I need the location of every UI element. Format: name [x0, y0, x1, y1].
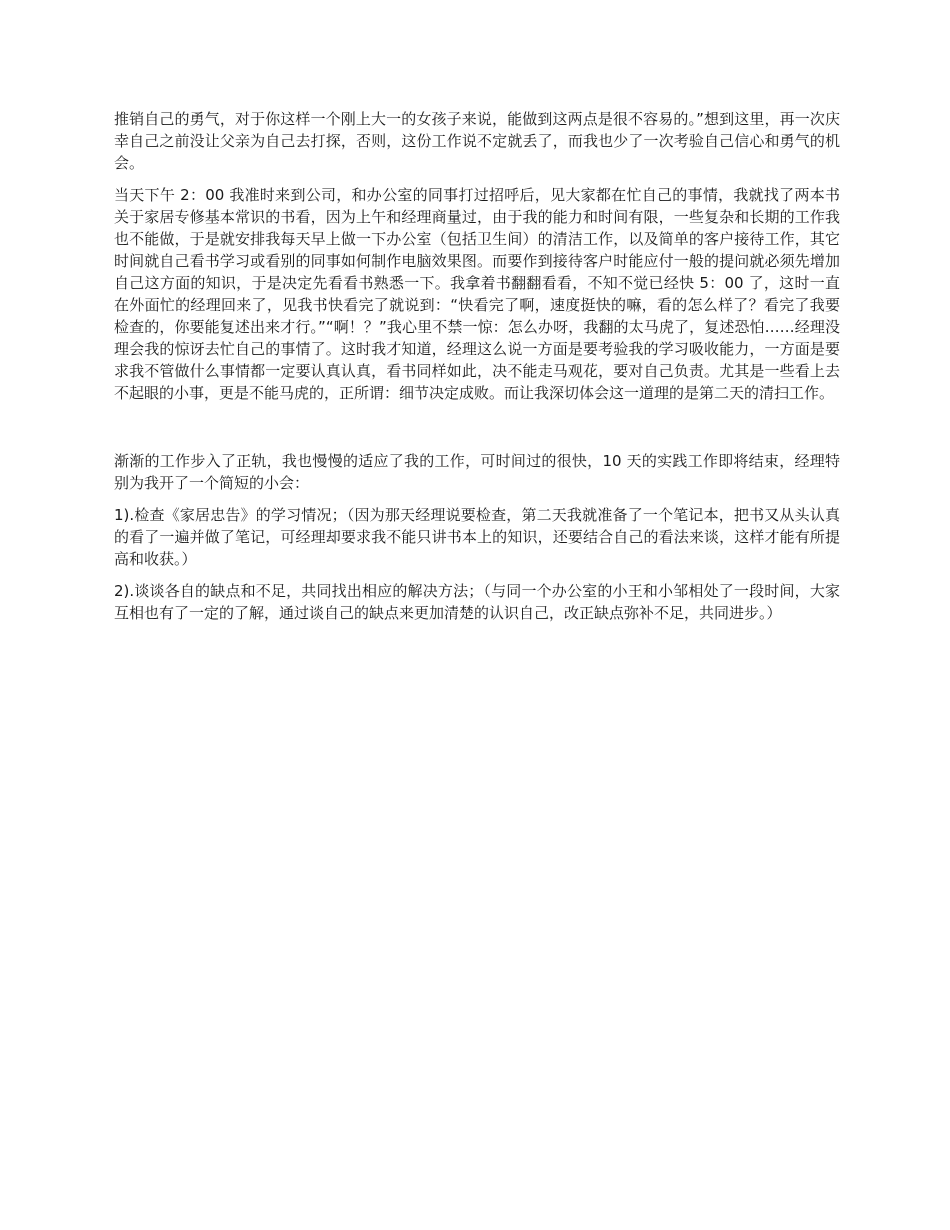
- paragraph-afternoon-work: 当天下午 2：00 我准时来到公司，和办公室的同事打过招呼后，见大家都在忙自己的事情，我就找了两本书关于家居专修基本常识的书看，因为上午和经理商量过，由于我的能力和时间有限，一些复杂和长期的工作我也不能做，于是就安排我每天早上做一下办公室（包括卫生间）的清洁工作，以及简单的客户接待工作，其它时间就自己看书学习或看别的同事如何制作电脑效果图。而要作到接待客户时能应付一般的提问就必须先增加自己这方面的知识，于是决定先看看书熟悉一下。我拿着书翻翻看看，不知不觉已经快 5：00 了，这时一直在外面忙的经理回来了，见我书快看完了就说到：“快看完了啊，速度挺快的嘛，看的怎么样了？看完了我要检查的，你要能复述出来才行。”“啊！？”我心里不禁一惊：怎么办呀，我翻的太马虎了，复述恐怕……经理没理会我的惊讶去忙自己的事情了。这时我才知道，经理这么说一方面是要考验我的学习吸收能力，一方面是要求我不管做什么事情都一定要认真认真，看书同样如此，决不能走马观花，要对自己负责。尤其是一些看上去不起眼的小事，更是不能马虎的，正所谓：细节决定成败。而让我深切体会这一道理的是第二天的清扫工作。: [114, 186, 840, 402]
- list-item-study-check: 1).检查《家居忠告》的学习情况；（因为那天经理说要检查，第二天我就准备了一个笔记本，把书又从头认真的看了一遍并做了笔记，可经理却要求我不能只讲书本上的知识，还要结合自己的看法来谈，这样才能有所提高和收获。）: [114, 506, 840, 568]
- paragraph-opening: 推销自己的勇气，对于你这样一个刚上大一的女孩子来说，能做到这两点是很不容易的。”想到这里，再一次庆幸自己之前没让父亲为自己去打探，否则，这份工作说不定就丢了，而我也少了一次考验自己信心和勇气的机会。: [114, 110, 840, 172]
- document-body: [114, 108, 840, 634]
- list-item-shortcomings: 2).谈谈各自的缺点和不足，共同找出相应的解决方法；（与同一个办公室的小王和小邹相处了一段时间，大家互相也有了一定的了解，通过谈自己的缺点来更加清楚的认识自己，改正缺点弥补不足，共同进步。）: [114, 582, 840, 622]
- paragraph-summary-meeting: 渐渐的工作步入了正轨，我也慢慢的适应了我的工作，可时间过的很快，10 天的实践工作即将结束，经理特别为我开了一个简短的小会：: [114, 452, 840, 492]
- paragraph-spacer: [114, 414, 840, 450]
